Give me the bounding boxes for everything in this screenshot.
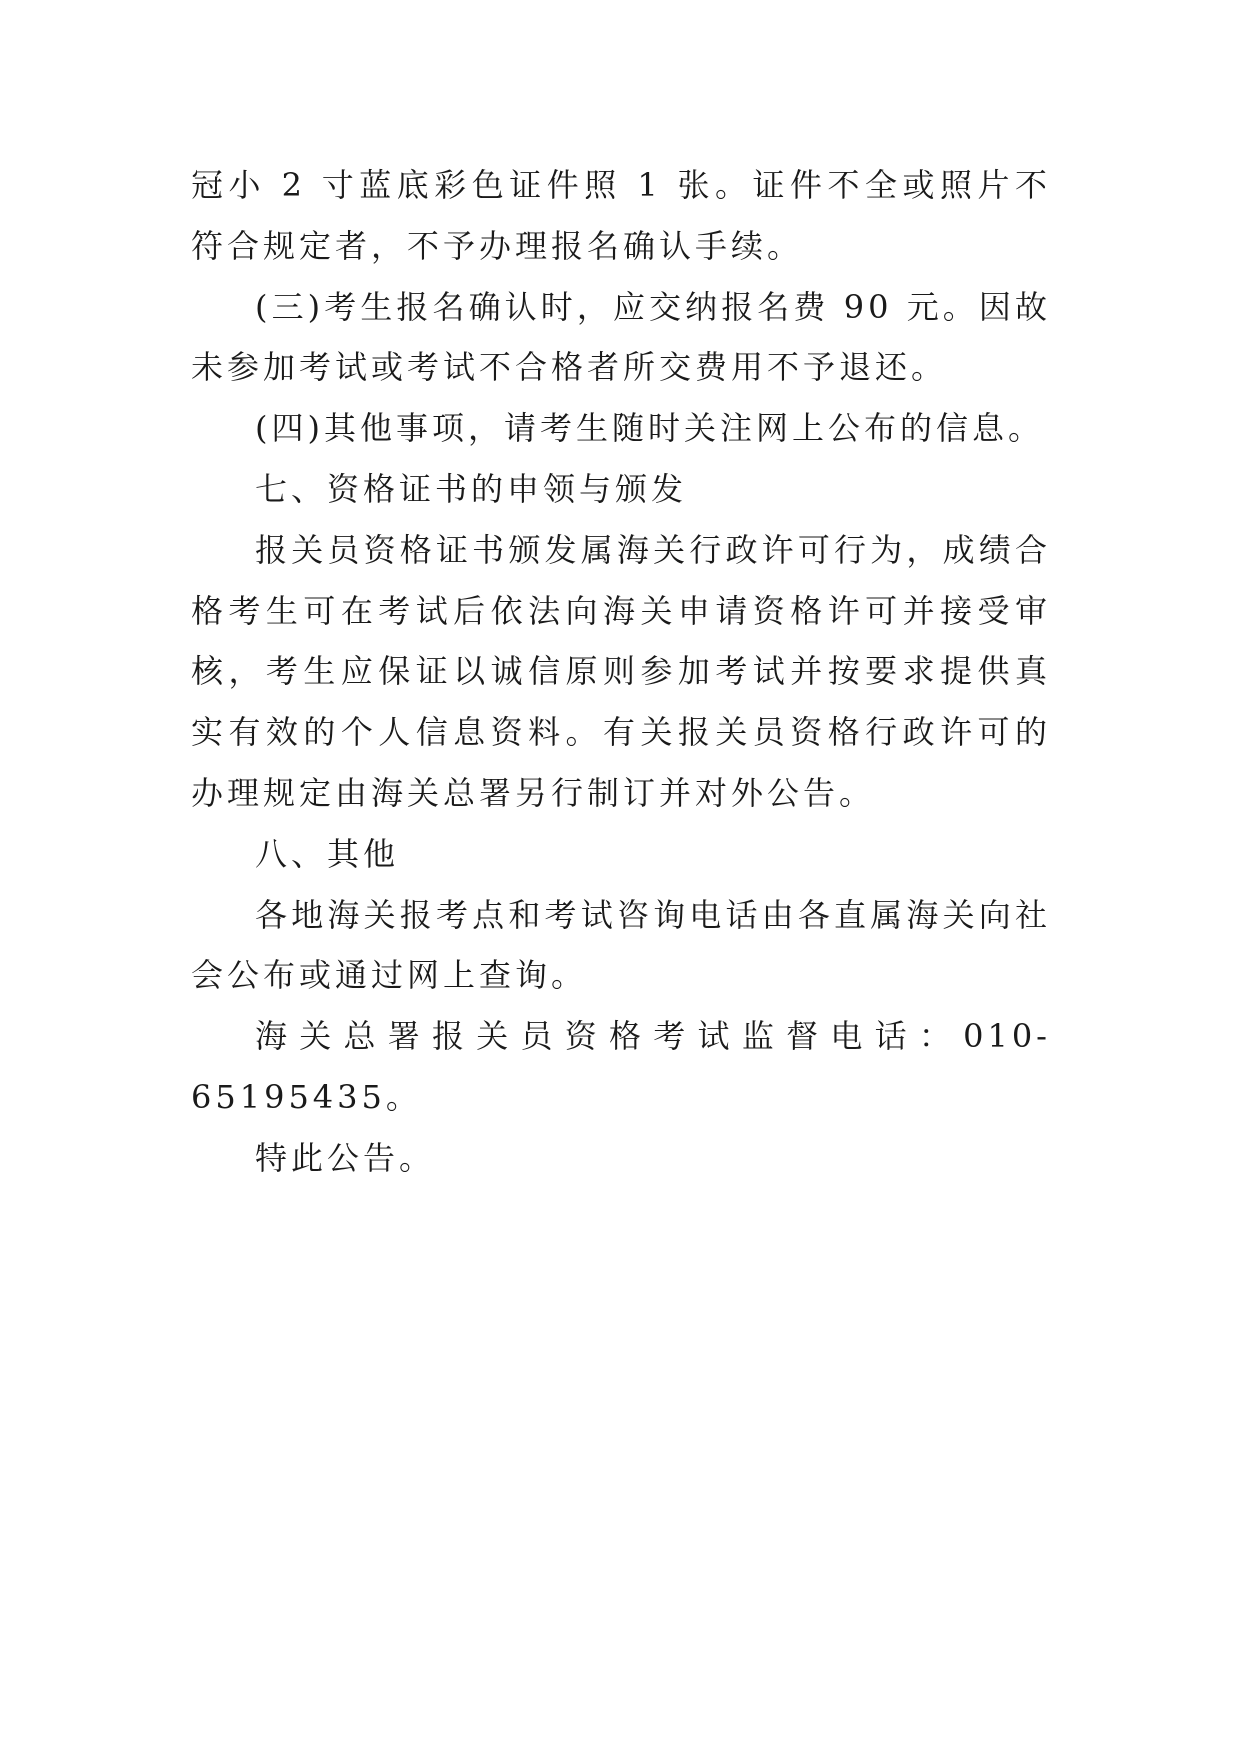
paragraph-registration-fee: (三)考生报名确认时，应交纳报名费 90 元。因故未参加考试或考试不合格者所交费用不予退还。	[191, 287, 1051, 387]
section-heading-certificate: 七、资格证书的申领与颁发	[255, 469, 688, 508]
paragraph-photo-requirement: 冠小 2 寸蓝底彩色证件照 1 张。证件不全或照片不符合规定者，不予办理报名确认手续。	[191, 166, 1051, 265]
paragraph-supervision-phone: 海关总署报关员资格考试监督电话：010-65195435。	[191, 1017, 1051, 1116]
document-body	[191, 155, 1051, 1189]
paragraph-closing: 特此公告。	[255, 1138, 436, 1177]
paragraph-certificate-issuance: 报关员资格证书颁发属海关行政许可行为，成绩合格考生可在考试后依法向海关申请资格许可并接受审核，考生应保证以诚信原则参加考试并按要求提供真实有效的个人信息资料。有关报关员资格行政许可的办理规定由海关总署另行制订并对外公告。	[191, 530, 1051, 812]
section-heading-other: 八、其他	[255, 834, 400, 873]
paragraph-consultation-phone: 各地海关报考点和考试咨询电话由各直属海关向社会公布或通过网上查询。	[191, 895, 1051, 995]
paragraph-other-matters: (四)其他事项，请考生随时关注网上公布的信息。	[255, 409, 1044, 448]
